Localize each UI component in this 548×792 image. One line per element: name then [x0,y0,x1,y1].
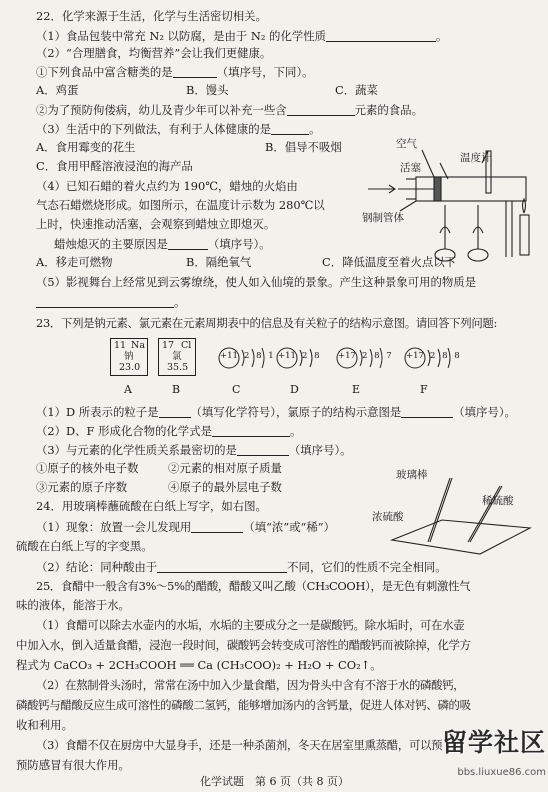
q22-part4-line2: 气态石蜡燃烧形成。如图所示，在温度计示数为 280℃以 [36,198,325,212]
q22-candle-question: 蜡烛熄灭的主要原因是 （填序号）。 [54,237,271,251]
q22-part5-line: （5）影视舞台上经常见到云雾缭绕，使人如入仙境的景象。产生这种景象可用的物质是 [36,275,477,289]
q22-part1-text: （1）食品包装中常充 N₂ 以防腐，是由于 N₂ 的化学性质 [36,29,327,43]
label-f: F [420,383,428,396]
piston-apparatus-drawing [360,145,540,270]
q22-part1-answer-blank[interactable] [326,30,436,42]
atom-diagram-f: +17 2 8 8 [404,346,466,372]
q22-part4-line3: 上时，快速推动活塞，会观察到蜡烛立即熄灭。 [36,217,276,231]
q22-health-answer-blank[interactable] [271,123,309,135]
q22-health-option-b: B．倡导不吸烟 [265,140,342,154]
q22-part1-line: （1）食品包装中常充 N₂ 以防腐，是由于 N₂ 的化学性质 。 [36,29,448,43]
glass-rod-left [428,478,450,542]
label-air: 空气 [396,138,417,150]
label-conc-acid: 浓硫酸 [372,511,404,523]
q23-particle-answer-blank[interactable] [159,406,191,418]
label-d: D [290,383,299,396]
q22-sugar-question: ①下列食品中富含糖类的是 （填序号，下同）。 [36,65,314,79]
atom-diagram-e: +17 2 8 7 [336,346,398,372]
q23-option-2: ②元素的相对原子质量 [168,461,282,475]
white-paper [392,520,530,554]
q25-line7: 磷酸钙与醋酸反应生成可溶性的磷酸二氢钙，能够增加汤内的含钙量，促进人体对钙、磷的吸 [16,698,471,712]
q25-line9: （3）食醋不仅在厨房中大显身手，还是一种杀菌剂，冬天在居室里熏蒸醋，可以预 [36,738,443,752]
q23-option-1: ①原子的核外电子数 [36,461,139,475]
q22-sugar-answer-blank[interactable] [173,66,217,78]
q23-formula-answer-blank[interactable] [212,425,290,437]
q22-candle-option-a: A．移走可燃物 [36,255,113,269]
label-glass-rod: 玻璃棒 [396,469,428,481]
element-cell-cl: 17 Cl 氯 35.5 [158,338,196,376]
label-c: C [232,383,241,396]
q24-part1-line2: 硫酸在白纸上写的字变黑。 [16,539,153,553]
q23-option-4: ④原子的最外层电子数 [168,480,282,494]
q22-sugar-option-a: A．鸡蛋 [36,83,79,97]
q22-part4-line1: （4）已知石蜡的着火点约为 190℃，蜡烛的火焰由 [36,179,298,193]
q22-part2-line: （2）“合理膳食，均衡营养”会让我们更健康。 [36,46,272,60]
q22-part2-text: “合理膳食，均衡营养”会让我们更健康。 [66,46,272,60]
piston-apparatus-diagram [360,138,540,270]
watermark-logo [424,730,548,788]
q25-line8: 收和利用。 [16,718,73,732]
q23-part3-line: （3）与元素的化学性质关系最密切的是 （填序号）。 [36,443,352,457]
q22-health-option-c: C．食用甲醛溶液浸泡的海产品 [36,159,193,173]
atom-diagram-d: +11 2 8 [276,346,328,372]
label-a: A [124,383,132,396]
q22-rickets-question: ②为了预防佝偻病，幼儿及青少年可以补充一些含 元素的食品。 [36,103,423,117]
q22-sugar-option-b: B．馒头 [186,83,229,97]
candle [520,215,529,255]
label-e: E [352,383,361,396]
q22-health-question: （3）生活中的下列做法，有利于人体健康的是 。 [36,122,321,136]
label-dilute-acid: 稀硫酸 [482,495,514,507]
q24-part2-line: （2）结论：同种酸由于 不同，它们的性质不完全相同。 [36,560,447,574]
element-cell-na: 11 Na 钠 23.0 [110,338,148,376]
q22-part5-answer-line: 。 [36,296,185,308]
q25-line2: 味的液体，能溶于水。 [16,598,130,612]
label-piston: 活塞 [400,162,421,174]
q25-equation-line: 程式为 CaCO₃ + 2CH₃COOH ══ Ca (CH₃COO)₂ + H₂O + CO₂↑。 [16,658,382,672]
q25-line1: 25．食醋中一般含有3%～5%的醋酸，醋酸又叫乙酸（CH₃COOH），是无色有刺激性气 [36,579,471,593]
q22-rickets-answer-blank[interactable] [287,104,355,116]
q23-property-answer-blank[interactable] [237,444,289,456]
q24-stem: 24．用玻璃棒蘸硫酸在白纸上写字，如右图。 [36,499,267,513]
q23-option-3: ③元素的原子序数 [36,480,128,494]
q23-stem: 23．下列是钠元素、氯元素在元素周期表中的信息及有关粒子的结构示意图。请回答下列问题: [36,316,498,330]
q23-part1-line: （1）D 所表示的粒子是 （填写化学符号），氯原子的结构示意图是 （填序号）。 [36,405,516,419]
label-thermometer: 温度计 [460,152,492,164]
q22-candle-option-b: B．隔绝氧气 [186,255,252,269]
watermark-logo-text: 留学社区 [441,728,546,757]
q22-candle-option-c: C．降低温度至着火点以下 [322,255,457,269]
burner-left [435,249,455,261]
burner-right [468,249,488,261]
q22-sugar-option-c: C．蔬菜 [335,83,378,97]
q24-acid-answer-blank[interactable] [191,521,243,533]
q22-health-option-a: A．食用霉变的花生 [36,140,136,154]
q25-line10: 预防感冒有很大作用。 [16,758,130,772]
glass-rod-diagram [372,468,542,568]
label-b: B [172,383,181,396]
page-footer: 化学试题 第 6 页（共 8 页） [200,775,349,788]
label-steel-tube: 钢制管体 [362,212,404,224]
q24-part1-line: （1）现象：放置一会儿发现用 （填“浓”或“稀”） [36,520,335,534]
q22-candle-answer-blank[interactable] [168,238,208,250]
piston [434,177,441,201]
q22-fog-answer-blank[interactable] [36,296,174,308]
q25-line6: （2）在熬制骨头汤时，常常在汤中加入少量食醋，因为骨头中含有不溶于水的磷酸钙， [36,678,465,692]
q24-conclusion-answer-blank[interactable] [157,561,287,573]
atom-diagram-c: +11 2 8 1 [218,346,280,372]
q25-line3: （1）食醋可以除去水壶内的水垢，水垢的主要成分之一是碳酸钙。除水垢时，可在水壶 [36,618,465,632]
q25-line4: 中加入水，倒入适量食醋，浸泡一段时间，碳酸钙会转变成可溶性的醋酸钙而被除掉，化学方 [16,638,471,652]
watermark-url: bbs.liuxue86.com [457,767,546,778]
q22-stem: 22．化学来源于生活，化学与生活密切相关。 [36,9,267,23]
q23-part2-line: （2）D、F 形成化合物的化学式是 。 [36,424,302,438]
q23-chlorine-answer-blank[interactable] [401,406,453,418]
